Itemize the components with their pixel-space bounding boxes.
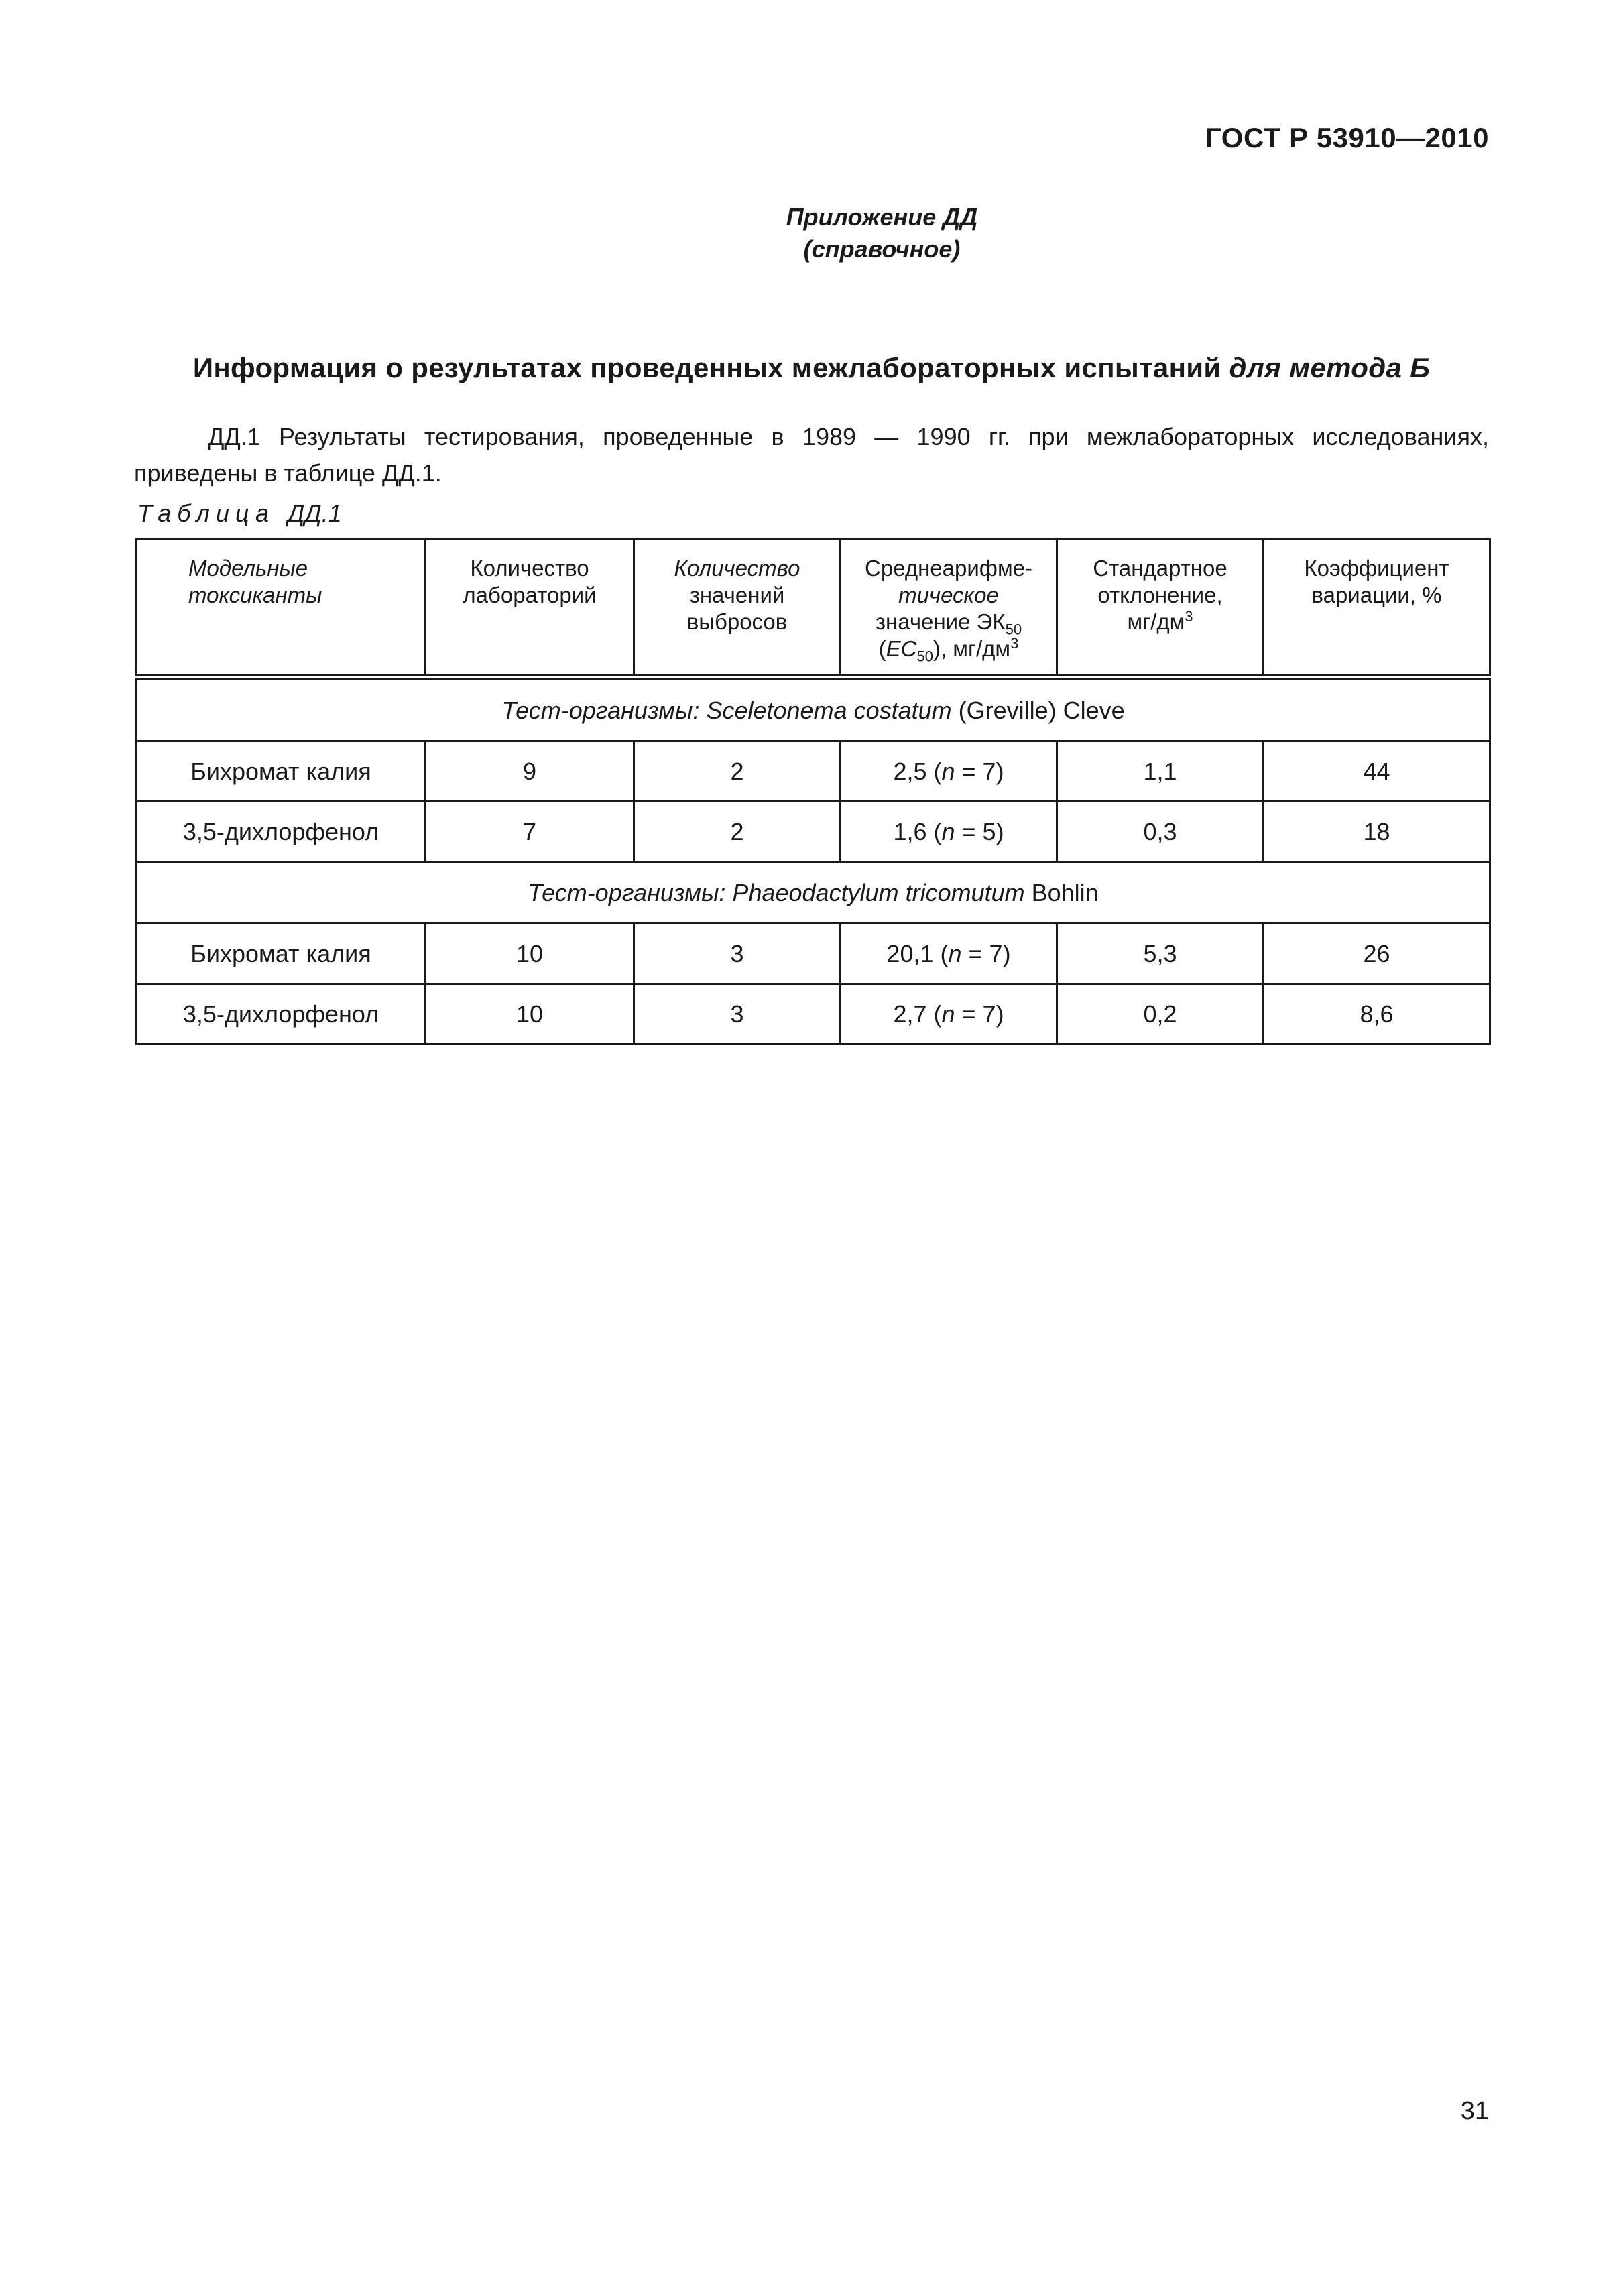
section-label-italic: Тест-организмы: Sceletonema costatum [501,696,952,724]
mean-value: 2,7 ( [893,1000,942,1028]
cell-cv: 8,6 [1264,984,1490,1044]
header-line: выбросов [686,609,788,634]
cell-sd: 5,3 [1057,924,1264,984]
mean-count: = 5) [955,817,1004,845]
intro-paragraph: ДД.1 Результаты тестирования, проведенные в 1989 — 1990 гг. при межлабораторных исследованиях, приведены в таблице ДД.1. [134,423,1489,487]
mean-count: = 7) [955,1000,1004,1028]
header-mean-ec50 [841,540,1057,678]
subscript: 50 [1005,621,1022,638]
results-table [135,538,1491,1045]
header-line: вариации, % [1311,583,1442,607]
header-toxicants [137,540,426,678]
cell-sd: 1,1 [1057,741,1264,802]
mean-count: = 7) [955,757,1004,785]
header-text: EC [886,636,917,661]
section-label-rest: Bohlin [1024,878,1099,906]
header-text: ), мг/дм [933,636,1011,661]
section-label [137,678,1490,741]
section-title [134,352,1489,384]
mean-count: = 7) [961,939,1011,967]
n-symbol: n [941,817,955,845]
appendix-subtitle: (справочное) [803,235,961,263]
table-row [137,984,1490,1044]
section-title-main: Информация о результатах проведенных межлабораторных испытаний [192,352,1229,383]
header-line: Количество [470,556,589,581]
header-outliers-count [634,540,841,678]
header-line [841,582,1056,609]
subscript: 50 [916,648,933,665]
header-text: Среднеарифме- [865,556,1032,581]
section-row [137,678,1490,741]
n-symbol: n [948,939,962,967]
table-row [137,741,1490,802]
header-line [841,635,1056,665]
cell-mean [841,802,1057,862]
cell-cv: 18 [1264,802,1490,862]
cell-labs: 10 [426,984,634,1044]
section-label-rest: (Greville) Cleve [951,696,1125,724]
header-labs-count [426,540,634,678]
table-caption [137,499,342,528]
superscript: 3 [1185,608,1193,625]
standard-number: ГОСТ Р 53910—2010 [1205,122,1489,154]
header-text: значение ЭК [875,609,1006,634]
cell-outliers: 3 [634,984,841,1044]
header-line: Коэффициент [1304,556,1449,581]
appendix-heading [0,201,1623,265]
page-number: 31 [1460,2097,1489,2125]
cell-cv: 26 [1264,924,1490,984]
section-title-emphasis: для метода Б [1229,352,1431,383]
header-line: Стандартное [1093,556,1227,581]
cell-labs: 9 [426,741,634,802]
table-row [137,802,1490,862]
header-text: мг/дм [1127,609,1185,634]
table-row [137,924,1490,984]
mean-value: 2,5 ( [893,757,942,785]
table-caption-number: ДД.1 [288,499,342,527]
superscript: 3 [1010,635,1019,652]
header-line [841,555,1056,582]
header-line: лабораторий [463,583,597,607]
cell-toxicant: 3,5-дихлорфенол [137,984,426,1044]
header-text: ( [878,636,886,661]
section-label [137,862,1490,924]
cell-outliers: 2 [634,802,841,862]
header-line: токсиканты [188,583,322,607]
n-symbol: n [941,1000,955,1028]
cell-toxicant: Бихромат калия [137,924,426,984]
table-caption-word: Таблица [137,499,276,527]
header-line: Модельные [188,556,308,581]
cell-sd: 0,2 [1057,984,1264,1044]
mean-value: 1,6 ( [893,817,942,845]
header-text: тическое [898,583,999,607]
cell-outliers: 2 [634,741,841,802]
header-line: значений [689,583,785,607]
mean-value: 20,1 ( [886,939,949,967]
cell-mean [841,984,1057,1044]
appendix-title: Приложение ДД [786,203,978,231]
cell-mean [841,741,1057,802]
cell-toxicant: 3,5-дихлорфенол [137,802,426,862]
table-header-row [137,540,1490,678]
n-symbol: n [941,757,955,785]
cell-mean [841,924,1057,984]
header-line: Количество [674,556,800,581]
header-line [1058,609,1262,636]
cell-labs: 7 [426,802,634,862]
cell-toxicant: Бихромат калия [137,741,426,802]
header-std-deviation [1057,540,1264,678]
header-variation-coefficient [1264,540,1490,678]
cell-outliers: 3 [634,924,841,984]
cell-sd: 0,3 [1057,802,1264,862]
cell-cv: 44 [1264,741,1490,802]
section-label-italic: Тест-организмы: Phaeodactylum tricomutum [528,878,1025,906]
header-line: отклонение, [1097,583,1223,607]
header-line [841,609,1056,636]
cell-labs: 10 [426,924,634,984]
section-row [137,862,1490,924]
